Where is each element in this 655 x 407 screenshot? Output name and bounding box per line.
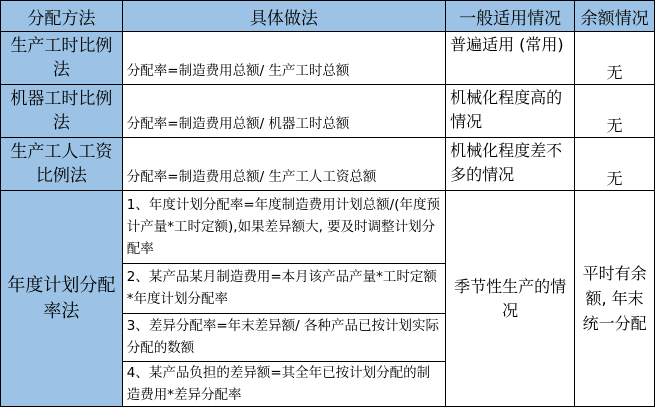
header-scope: 一般适用情况	[446, 1, 575, 32]
method-cell: 机器工时比例法	[1, 85, 123, 138]
practice-step: 1、年度计划分配率=年度制造费用计划总额/(年度预计产量*工时定额),如果差异额大, 要及时调整计划分配率	[122, 191, 445, 263]
header-method: 分配方法	[1, 1, 123, 32]
table-row	[1, 138, 655, 191]
remainder-cell: 无	[575, 85, 655, 138]
table-row	[1, 85, 655, 138]
practice-cell: 分配率=制造费用总额/ 机器工时总额	[122, 85, 445, 138]
practice-step: 4、某产品负担的差异额=其全年已按计划分配的制造费用*差异分配率	[122, 361, 445, 406]
practice-cell: 分配率=制造费用总额/ 生产工时总额	[122, 32, 445, 85]
header-row	[1, 1, 655, 32]
header-remainder: 余额情况	[575, 1, 655, 32]
scope-cell: 普遍适用 (常用)	[446, 32, 575, 85]
practice-step: 2、某产品某月制造费用=本月该产品产量*工时定额*年度计划分配率	[122, 263, 445, 313]
table-row	[1, 32, 655, 85]
method-cell: 生产工人工资比例法	[1, 138, 123, 191]
table-row	[1, 191, 655, 263]
method-cell: 生产工时比例法	[1, 32, 123, 85]
practice-step: 3、差异分配率=年末差异额/ 各种产品已按计划实际分配的数额	[122, 313, 445, 361]
method-cell: 年度计划分配率法	[1, 191, 123, 407]
scope-cell: 季节性生产的情况	[446, 191, 575, 407]
practice-cell: 分配率=制造费用总额/ 生产工人工资总额	[122, 138, 445, 191]
remainder-cell: 无	[575, 138, 655, 191]
header-practice: 具体做法	[122, 1, 445, 32]
remainder-cell: 无	[575, 32, 655, 85]
scope-cell: 机械化程度差不多的情况	[446, 138, 575, 191]
scope-cell: 机械化程度高的情况	[446, 85, 575, 138]
remainder-cell: 平时有余额, 年末统一分配	[575, 191, 655, 407]
